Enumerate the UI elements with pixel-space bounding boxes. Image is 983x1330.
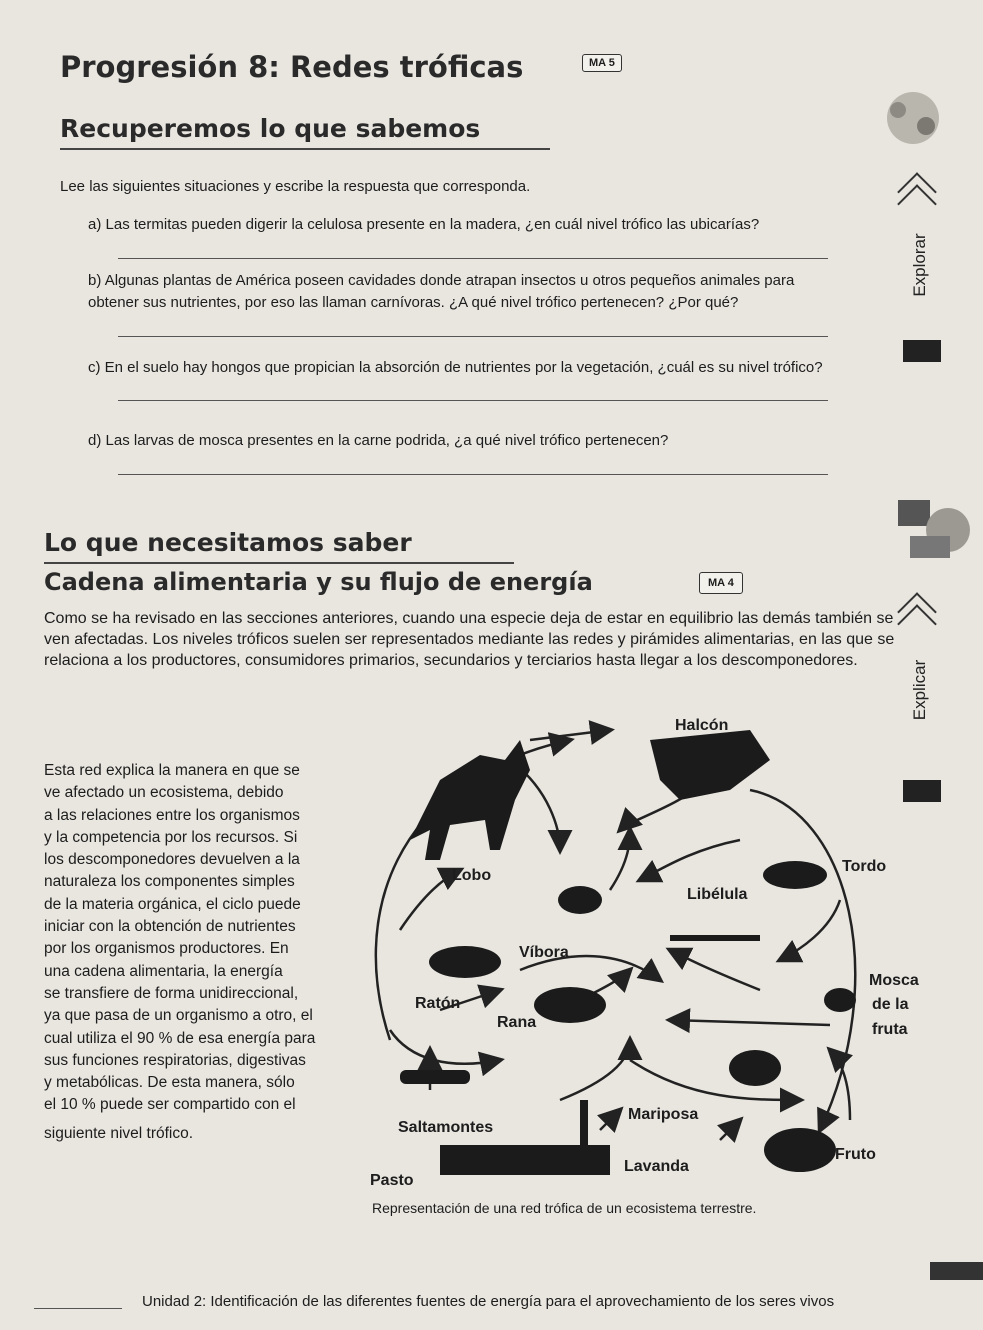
side-text-line: sus funciones respiratorias, digestivas: [44, 1051, 306, 1069]
question-a: [88, 214, 828, 236]
arrow: [530, 730, 610, 740]
side-text-line: ya que pasa de un organismo a otro, el: [44, 1007, 313, 1025]
side-label-explorar: Explorar: [910, 233, 929, 297]
question-text: Las larvas de mosca presentes en la carne podrida, ¿a qué nivel trófico pertenecen?: [105, 432, 669, 449]
label-saltamontes: Saltamontes: [398, 1119, 494, 1136]
grass-icon: [440, 1145, 610, 1175]
answer-line-b[interactable]: [118, 336, 828, 337]
decorative-illustration: [890, 496, 980, 568]
side-text-line: se transfiere de forma unidireccional,: [44, 984, 299, 1002]
side-text-line: de la materia orgánica, el ciclo puede: [44, 895, 301, 913]
arrow: [830, 1050, 850, 1120]
badge-ma5: MA 5: [582, 54, 622, 72]
instruction-text: Lee las siguientes situaciones y escribe la respuesta que corresponda.: [60, 178, 531, 195]
answer-line-d[interactable]: [118, 474, 828, 475]
question-text: En el suelo hay hongos que propician la absorción de nutrientes por la vegetación, ¿cuál es su nivel trófico?: [104, 359, 823, 376]
arrow: [390, 1030, 500, 1064]
side-text-line: Esta red explica la manera en que se: [44, 762, 300, 779]
label-fruto: Fruto: [835, 1146, 876, 1163]
fly-icon: [824, 988, 856, 1012]
question-letter: b): [88, 272, 102, 289]
heading-underline: [60, 148, 550, 150]
arrow: [560, 1040, 630, 1100]
question-d: [88, 430, 848, 452]
butterfly-icon: [729, 1050, 781, 1086]
page-title: Progresión 8: Redes tróficas: [60, 50, 524, 84]
side-text-line: por los organismos productores. En: [44, 940, 289, 958]
question-letter: a): [88, 216, 102, 233]
label-vibora: Víbora: [519, 944, 569, 961]
side-text-line: una cadena alimentaria, la energía: [44, 962, 283, 980]
label-libelula: Libélula: [687, 886, 748, 903]
rat-icon: [429, 946, 501, 978]
section-heading-recuperemos: Recuperemos lo que sabemos: [60, 114, 481, 143]
question-text: Las termitas pueden digerir la celulosa presente en la madera, ¿en cuál nivel trófico las ubicarías?: [105, 216, 760, 233]
side-text-line: iniciar con la obtención de nutrientes: [44, 918, 296, 936]
side-text-line: el 10 % puede ser compartido con el: [44, 1096, 296, 1114]
footer-marker: [930, 1262, 983, 1280]
side-text-line: cual utiliza el 90 % de esa energía para: [44, 1029, 316, 1047]
arrow: [720, 1120, 740, 1140]
intro-paragraph: Como se ha revisado en las secciones anteriores, cuando una especie deja de estar en equilibrio las demás también se ven afectadas. Los niveles tróficos suelen ser representados mediante las redes y pirámides alimentarias, en las que se relaciona a los productores, consumidores primarios, secundarios y terciarios hasta llegar a los descomponedores.: [44, 610, 895, 669]
label-tordo: Tordo: [842, 858, 887, 875]
badge-ma4: MA 4: [699, 572, 743, 594]
arrow: [400, 870, 460, 930]
snake-icon: [558, 886, 602, 914]
section-heading-necesitamos: Lo que necesitamos saber: [44, 528, 412, 557]
arrow: [600, 1110, 620, 1130]
tordo-icon: [763, 861, 827, 889]
arrow: [640, 840, 740, 880]
label-lavanda: Lavanda: [624, 1158, 689, 1175]
side-text-line: ve afectado un ecosistema, debido: [44, 784, 284, 802]
side-text-line: los descomponedores devuelven a la: [44, 851, 300, 869]
label-rana: Rana: [497, 1014, 537, 1031]
side-tab-marker: [903, 780, 941, 802]
side-text-line: naturaleza los componentes simples: [44, 873, 295, 891]
grasshopper-icon: [400, 1070, 470, 1084]
question-letter: d): [88, 432, 102, 449]
fruit-icon: [764, 1128, 836, 1172]
answer-line-a[interactable]: [118, 258, 828, 259]
side-text-line: siguiente nivel trófico.: [44, 1124, 194, 1142]
diagram-caption: Representación de una red trófica de un ecosistema terrestre.: [372, 1200, 757, 1216]
answer-line-c[interactable]: [118, 400, 828, 401]
question-letter: c): [88, 359, 101, 376]
footer-rule: [34, 1308, 122, 1309]
label-mosca-2: de la: [872, 996, 909, 1013]
subheading-cadena: Cadena alimentaria y su flujo de energía: [44, 568, 593, 596]
question-c: [88, 357, 848, 379]
question-text: Algunas plantas de América poseen cavidades donde atrapan insectos u otros pequeños animales para obtener sus nutrientes, por eso las llaman carnívoras. ¿A qué nivel trófico pertenecen? ¿Por qué?: [88, 272, 795, 311]
side-text-line: y la competencia por los recursos. Si: [44, 828, 298, 846]
label-pasto: Pasto: [370, 1172, 414, 1189]
side-paragraph: [44, 760, 324, 1145]
label-mosca-3: fruta: [872, 1021, 908, 1038]
side-text-line: a las relaciones entre los organismos: [44, 806, 300, 824]
frog-icon: [534, 987, 606, 1023]
arrow: [610, 830, 630, 890]
footer-text: Unidad 2: Identificación de las diferentes fuentes de energía para el aprovechamiento de los seres vivos: [142, 1293, 835, 1310]
arrow: [670, 1020, 830, 1025]
libelula-icon: [670, 935, 760, 941]
side-tab-marker: [903, 340, 941, 362]
wolf-icon: [410, 740, 530, 860]
arrow: [670, 950, 760, 990]
decorative-illustration: [858, 88, 948, 148]
question-b: [88, 270, 848, 314]
side-label-explicar: Explicar: [910, 659, 929, 721]
label-raton: Ratón: [415, 995, 461, 1012]
label-halcon: Halcón: [675, 717, 729, 734]
label-lobo: Lobo: [452, 867, 492, 884]
label-mosca-1: Mosca: [869, 972, 919, 989]
label-mariposa: Mariposa: [628, 1106, 699, 1123]
arrow: [780, 900, 840, 960]
heading-underline: [44, 562, 514, 564]
side-text-line: y metabólicas. De esta manera, sólo: [44, 1074, 295, 1092]
